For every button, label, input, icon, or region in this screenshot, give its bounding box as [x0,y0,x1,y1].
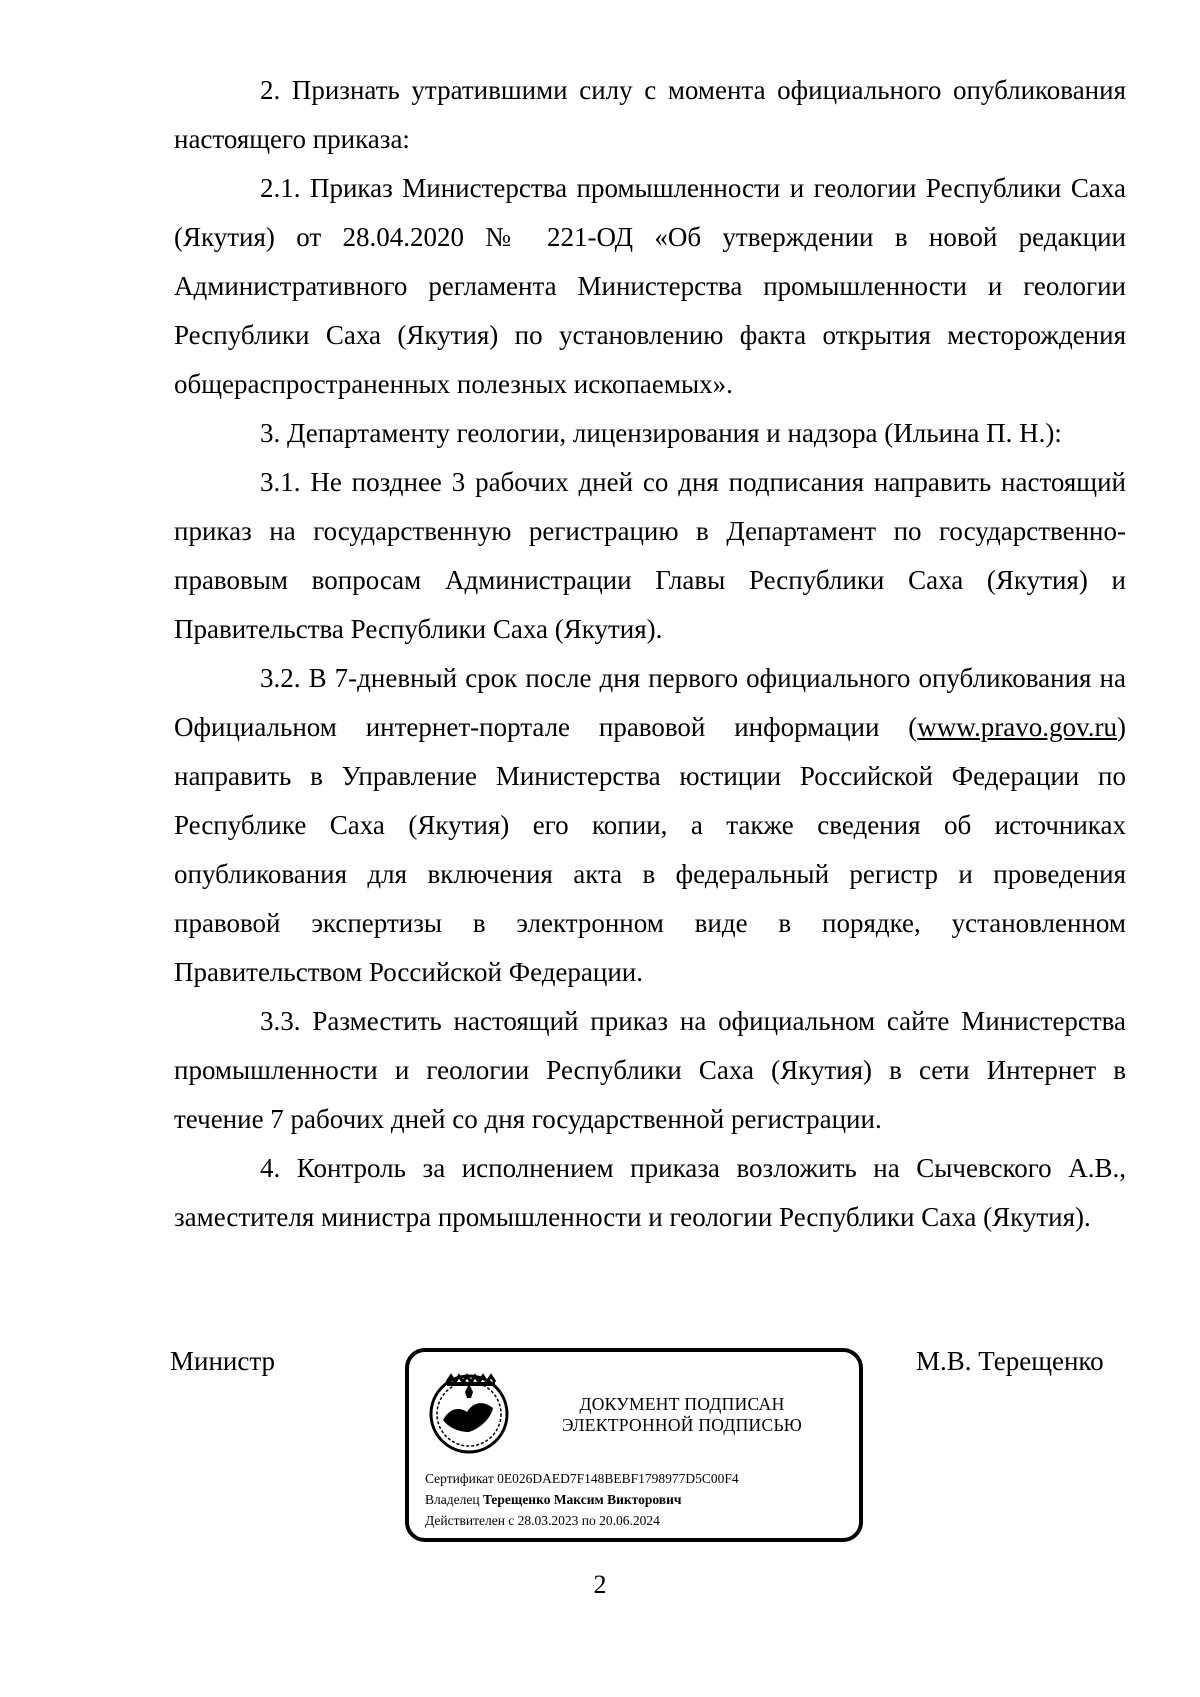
signatory-name: М.В. Терещенко [916,1346,1104,1376]
paragraph-3-2-after-link: ) направить в Управление Министерства юстиции Российской Федерации по Республике Саха (Якутия) его копии, а также сведения об источниках опубликования для включения акта в федеральный регистр и проведения правовой экспертизы в электронном виде в порядке, установленном Правительством Российской Федерации. [174,712,1126,987]
stamp-details [425,1468,739,1531]
valid-from: 28.03.2023 [517,1513,579,1528]
valid-to: 20.06.2024 [599,1513,660,1528]
electronic-signature-stamp [405,1348,863,1542]
owner-value: Терещенко Максим Викторович [482,1492,682,1507]
stamp-heading [527,1394,837,1436]
stamp-owner-line [425,1489,739,1510]
signatory-position: Министр [170,1346,275,1376]
document-body [174,66,1126,1242]
yakutia-coat-of-arms-icon [421,1362,517,1458]
page-number: 2 [593,1570,607,1599]
stamp-heading-line1: ДОКУМЕНТ ПОДПИСАН [579,1394,785,1414]
pravo-gov-link[interactable]: www.pravo.gov.ru [917,712,1117,742]
paragraph-3-2 [174,654,1126,997]
paragraph-3-2-before-link: 3.2. В 7-дневный срок после дня первого официального опубликования на Официальном интернет-портале правовой информации ( [174,663,1126,742]
paragraph-2: 2. Признать утратившими силу с момента официального опубликования настоящего приказа: [174,75,1126,154]
cert-label: Сертификат [425,1471,494,1486]
owner-label: Владелец [425,1492,480,1507]
paragraph-3: 3. Департаменту геологии, лицензирования и надзора (Ильина П. Н.): [260,418,1062,448]
valid-to-label: по [581,1513,596,1528]
cert-value: 0E026DAED7F148BEBF1798977D5C00F4 [497,1471,739,1486]
paragraph-4: 4. Контроль за исполнением приказа возложить на Сычевского А.В., заместителя министра промышленности и геологии Республики Саха (Якутия). [174,1153,1126,1232]
valid-label: Действителен с [425,1513,515,1528]
stamp-heading-line2: ЭЛЕКТРОННОЙ ПОДПИСЬЮ [561,1415,803,1435]
paragraph-3-3: 3.3. Разместить настоящий приказ на официальном сайте Министерства промышленности и геологии Республики Саха (Якутия) в сети Интернет в течение 7 рабочих дней со дня государственной регистрации. [174,1006,1126,1134]
stamp-certificate-line [425,1468,739,1489]
paragraph-3-1: 3.1. Не позднее 3 рабочих дней со дня подписания направить настоящий приказ на государственную регистрацию в Департамент по государственно-правовым вопросам Администрации Главы Республики Саха (Якутия) и Правительства Республики Саха (Якутия). [174,467,1126,644]
stamp-validity-line [425,1510,739,1531]
paragraph-2-1: 2.1. Приказ Министерства промышленности и геологии Республики Саха (Якутия) от 28.04.2020 № 221-ОД «Об утверждении в новой редакции Административного регламента Министерства промышленности и геологии Республики Саха (Якутия) по установлению факта открытия месторождения общераспространенных полезных ископаемых». [174,173,1126,399]
